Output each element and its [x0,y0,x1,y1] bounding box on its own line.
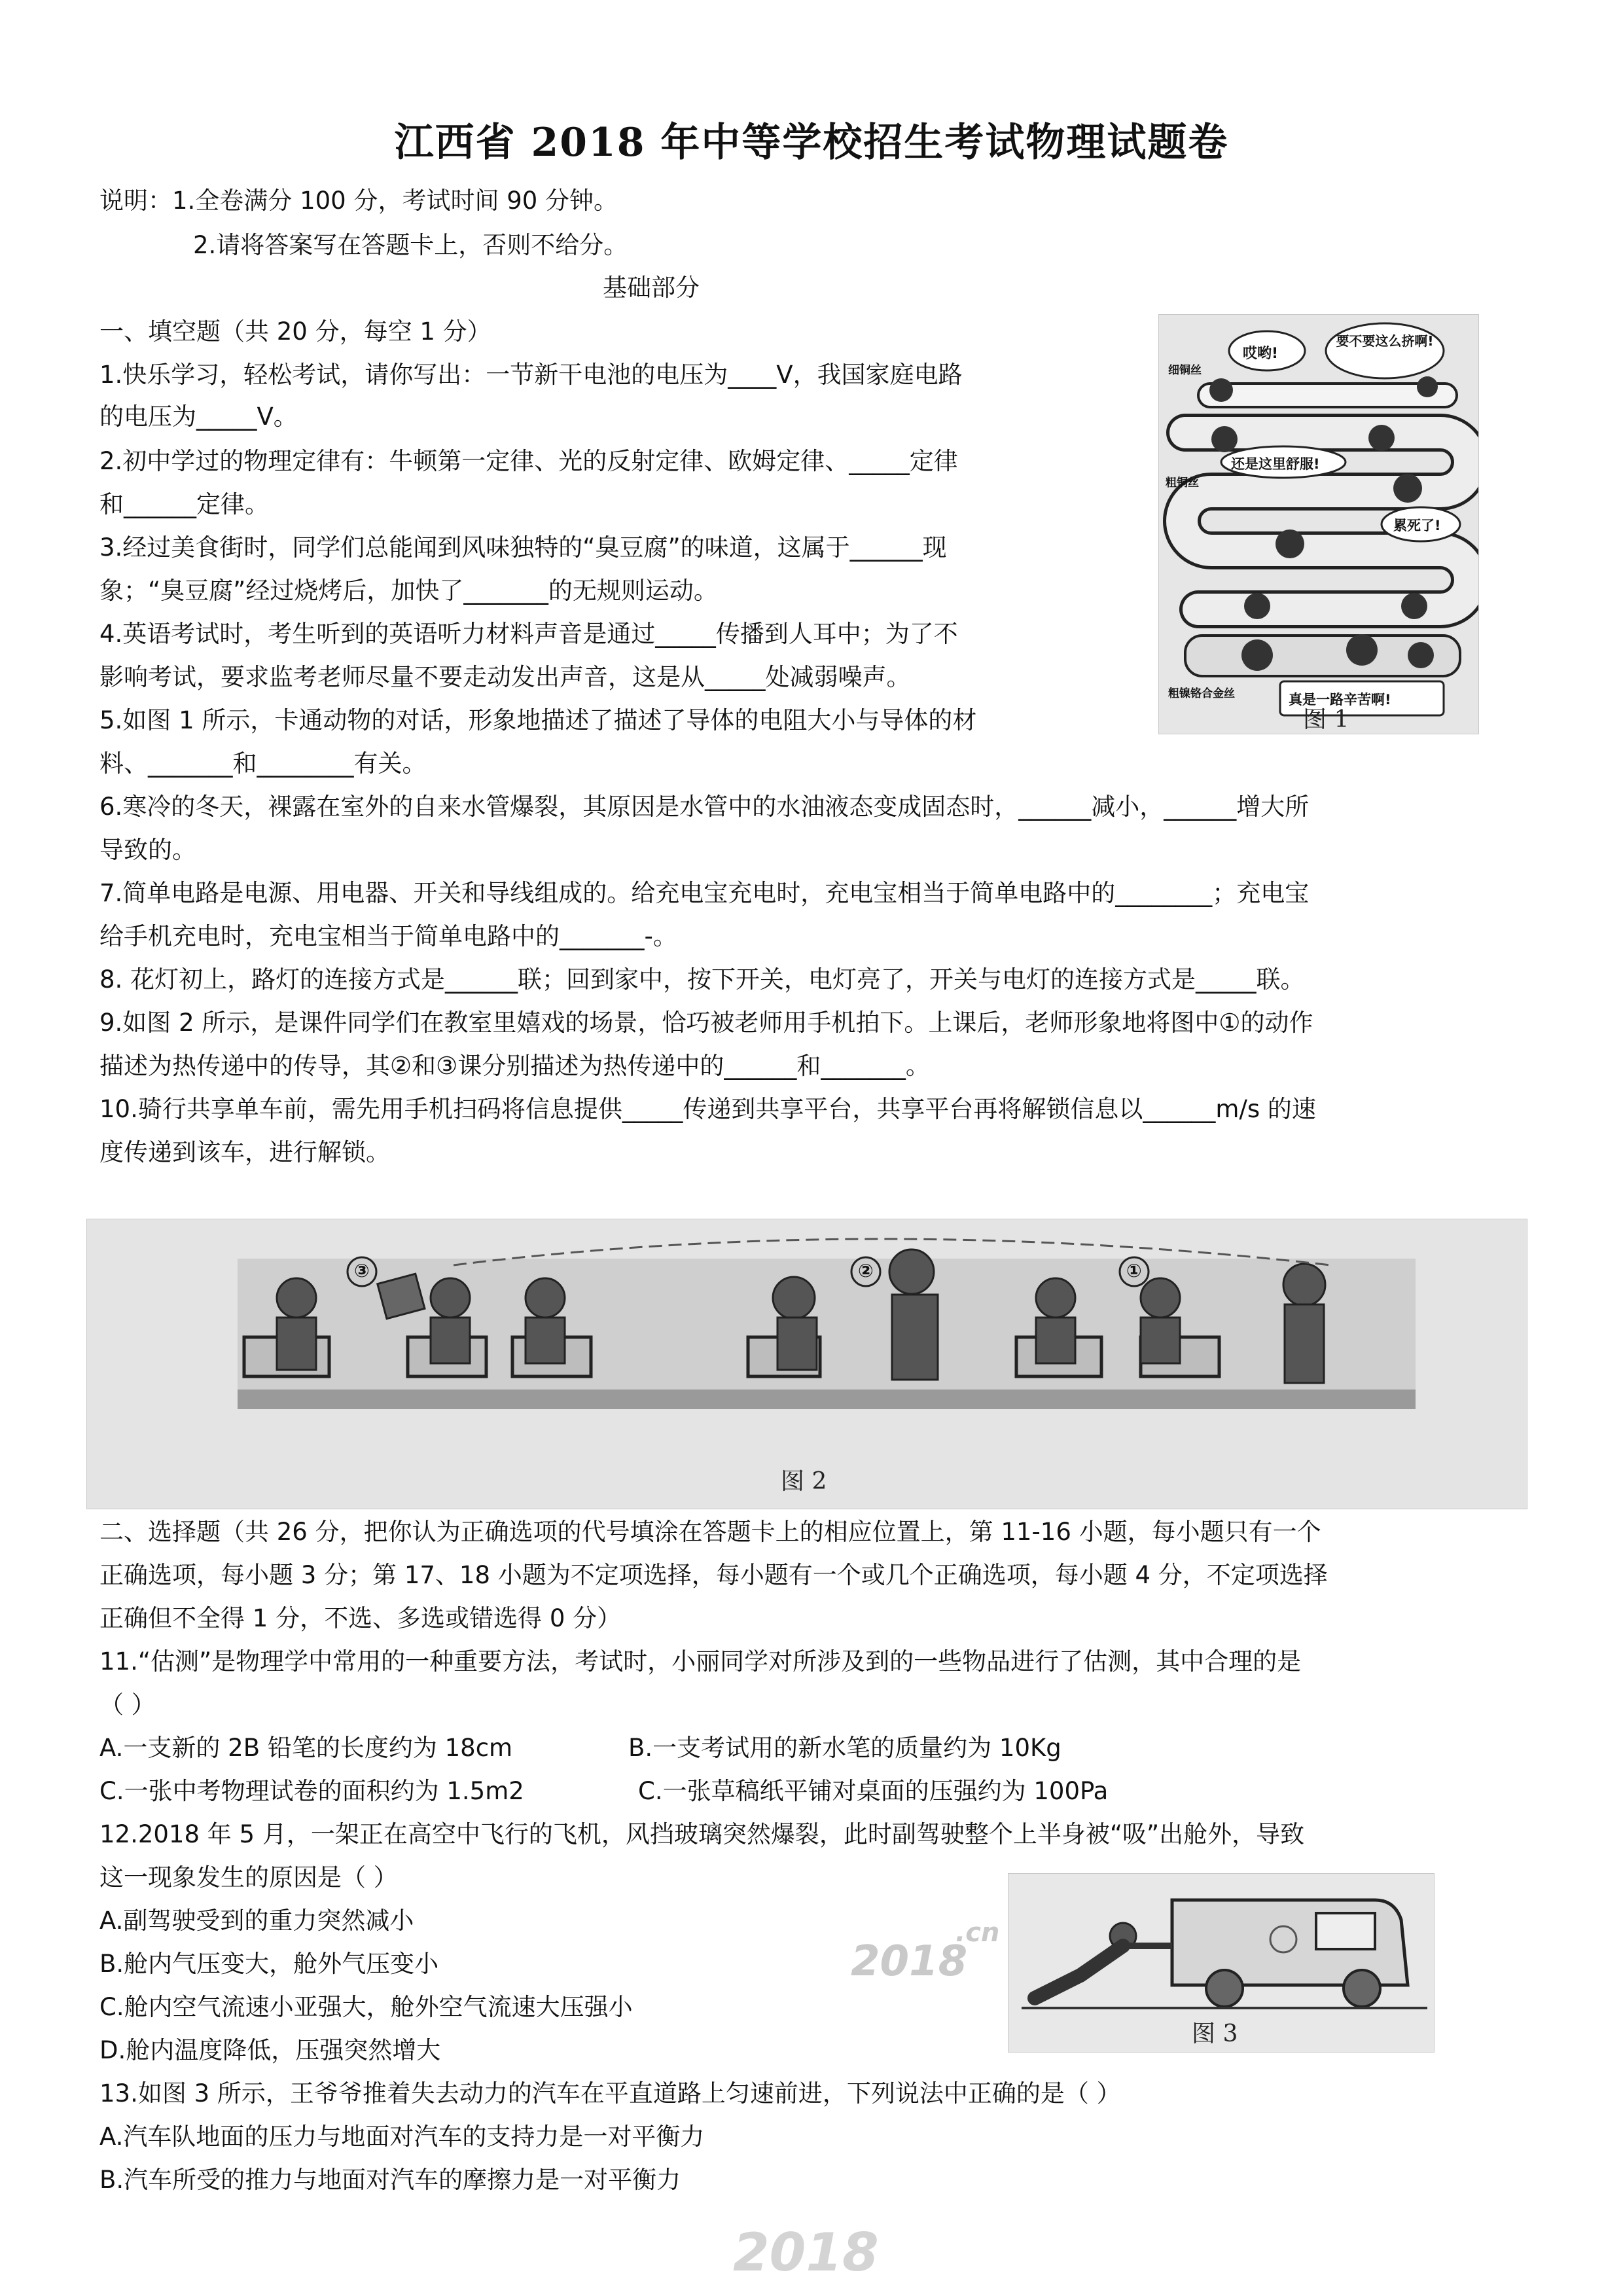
fig2-marker-3: ③ [354,1260,370,1282]
note-line-1: 说明：1.全卷满分 100 分，考试时间 90 分钟。 [99,187,618,215]
q12-option-b: B.舱内气压变大，舱外气压变小 [99,1950,439,1978]
q7-line-1: 7.简单电路是电源、用电器、开关和导线组成的。给充电宝充电时，充电宝相当于简单电路中的________；充电宝 [99,879,1310,907]
q1-line-2: 的电压为_____V。 [99,403,298,431]
fig2-marker-2: ② [858,1260,874,1282]
q10-line-2: 度传递到该车，进行解锁。 [99,1138,390,1166]
q11-option-c: C.一张中考物理试卷的面积约为 1.5m2 [99,1777,524,1805]
q5-line-2: 料、_______和________有关。 [99,749,427,778]
q13-option-b: B.汽车所受的推力与地面对汽车的摩擦力是一对平衡力 [99,2166,681,2194]
q6-line-2: 导致的。 [99,836,196,864]
note-line-2: 2.请将答案写在答题卡上，否则不给分。 [193,231,628,259]
q2-line-2: 和______定律。 [99,490,269,518]
q9-line-1: 9.如图 2 所示，是课件同学们在教室里嬉戏的场景，恰巧被老师用手机拍下。上课后，老师形象地将图中①的动作 [99,1009,1313,1037]
section2-line-1: 二、选择题（共 26 分，把你认为正确选项的代号填涂在答题卡上的相应位置上，第 11-16 小题，每小题只有一个 [99,1518,1321,1546]
fig1-label-thin-copper: 细铜丝 [1168,364,1202,377]
fig1-bubble-1: 哎哟! [1243,346,1279,362]
fig1-bubble-5: 真是一路辛苦啊! [1289,692,1391,708]
q13-line-1: 13.如图 3 所示，王爷爷推着失去动力的汽车在平直道路上匀速前进，下列说法中正确的是（ ） [99,2079,1121,2108]
q13-option-a: A.汽车队地面的压力与地面对汽车的支持力是一对平衡力 [99,2123,705,2151]
fig1-bubble-4: 累死了! [1393,518,1441,533]
page-title: 江西省 2018 年中等学校招生考试物理试题卷 [394,120,1229,166]
q2-line-1: 2.初中学过的物理定律有：牛顿第一定律、光的反射定律、欧姆定律、_____定律 [99,447,958,475]
q4-line-2: 影响考试，要求监考老师尽量不要走动发出声音，这是从_____处减弱噪声。 [99,663,911,691]
section2-line-3: 正确但不全得 1 分，不选、多选或错选得 0 分） [99,1604,622,1632]
q8-line: 8. 花灯初上，路灯的连接方式是______联；回到家中，按下开关，电灯亮了，开关与电灯的连接方式是_____联。 [99,965,1305,994]
figure-1 [1158,314,1479,734]
fig2-marker-1: ① [1126,1260,1142,1282]
figure-1-caption: 图 1 [1303,706,1349,733]
q5-line-1: 5.如图 1 所示，卡通动物的对话，形象地描述了描述了导体的电阻大小与导体的材 [99,706,977,734]
q12-option-a: A.副驾驶受到的重力突然减小 [99,1907,414,1935]
figure-2 [86,1219,1527,1509]
q11-option-a: A.一支新的 2B 铅笔的长度约为 18cm [99,1734,513,1762]
q11-option-b: B.一支考试用的新水笔的质量约为 10Kg [628,1734,1061,1762]
fig1-bubble-2: 要不要这么挤啊! [1336,333,1434,349]
q9-line-2: 描述为热传递中的传导，其②和③课分别描述为热传递中的______和_______。 [99,1052,930,1080]
figure-2-caption: 图 2 [781,1468,827,1495]
watermark-cn: .cn [955,1918,1000,1948]
q4-line-1: 4.英语考试时，考生听到的英语听力材料声音是通过_____传播到人耳中；为了不 [99,620,958,648]
q11-line-2: （ ） [99,1691,156,1719]
watermark-center: 2018 [851,1937,968,1986]
fig1-label-thick-copper: 粗铜丝 [1166,476,1199,490]
q7-line-2: 给手机充电时，充电宝相当于简单电路中的_______-。 [99,922,677,950]
part-label: 基础部分 [603,274,700,302]
watermark-bottom: 2018 [733,2222,879,2283]
fig1-label-alloy: 粗镍铬合金丝 [1168,687,1235,700]
q12-line-1: 12.2018 年 5 月，一架正在高空中飞行的飞机，风挡玻璃突然爆裂，此时副驾驶整个上半身被“吸”出舱外，导致 [99,1820,1305,1848]
figure-3 [1008,1873,1435,2053]
q10-line-1: 10.骑行共享单车前，需先用手机扫码将信息提供_____传递到共享平台，共享平台再将解锁信息以______m/s 的速 [99,1095,1316,1123]
q3-line-2: 象；“臭豆腐”经过烧烤后，加快了_______的无规则运动。 [99,577,718,605]
q3-line-1: 3.经过美食街时，同学们总能闻到风味独特的“臭豆腐”的味道，这属于______现 [99,533,947,562]
q12-option-d: D.舱内温度降低，压强突然增大 [99,2036,441,2064]
q11-option-d: C.一张草稿纸平铺对桌面的压强约为 100Pa [638,1777,1109,1805]
q6-line-1: 6.寒冷的冬天，裸露在室外的自来水管爆裂，其原因是水管中的水油液态变成固态时，______减小，______增大所 [99,793,1310,821]
section1-heading: 一、填空题（共 20 分，每空 1 分） [99,317,491,346]
q12-line-2: 这一现象发生的原因是（ ） [99,1863,398,1892]
section2-line-2: 正确选项，每小题 3 分；第 17、18 小题为不定项选择，每小题有一个或几个正确选项，每小题 4 分，不定项选择 [99,1561,1328,1589]
figure-3-caption: 图 3 [1192,2020,1238,2047]
q1-line-1: 1.快乐学习，轻松考试，请你写出：一节新干电池的电压为____V，我国家庭电路 [99,361,963,389]
fig1-bubble-3: 还是这里舒服! [1231,456,1320,472]
q11-line-1: 11.“估测”是物理学中常用的一种重要方法，考试时，小丽同学对所涉及到的一些物品进行了估测，其中合理的是 [99,1647,1302,1676]
q12-option-c: C.舱内空气流速小亚强大，舱外空气流速大压强小 [99,1993,633,2021]
